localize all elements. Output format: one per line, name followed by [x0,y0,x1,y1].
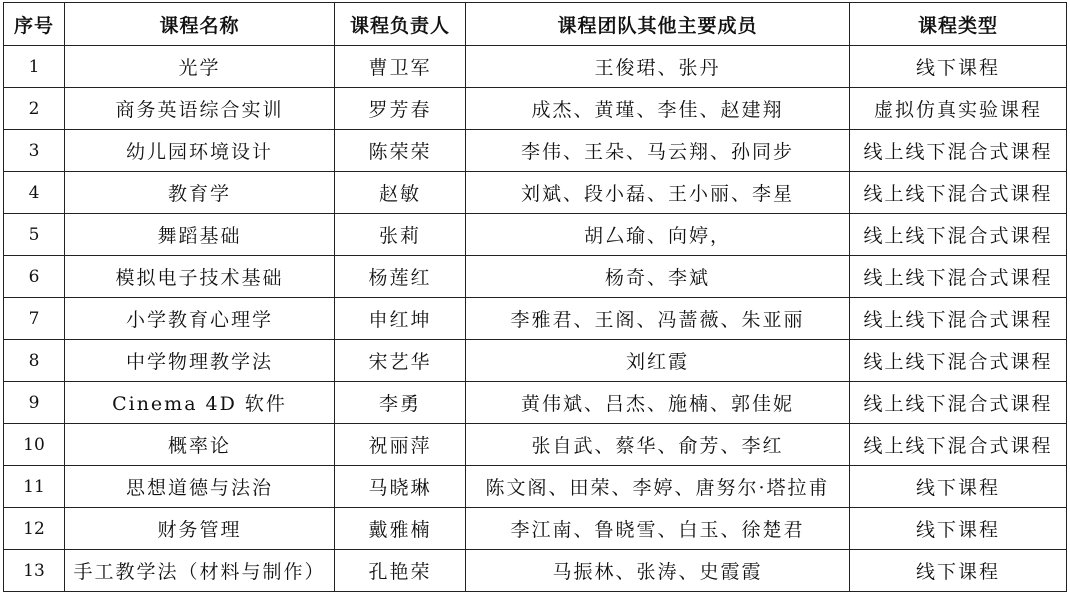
course-type: 线上线下混合式课程 [850,172,1067,214]
table-row [4,550,1067,592]
course-lead: 李勇 [335,382,466,424]
course-name: 概率论 [65,424,335,466]
table-row [4,46,1067,88]
course-type: 线下课程 [850,508,1067,550]
course-name: 中学物理教学法 [65,340,335,382]
row-no: 13 [4,550,65,592]
course-lead: 马晓琳 [335,466,466,508]
table-row [4,130,1067,172]
course-lead: 赵敏 [335,172,466,214]
header-course-type: 课程类型 [850,3,1067,46]
course-name: 教育学 [65,172,335,214]
team-members: 黄伟斌、吕杰、施楠、郭佳妮 [466,382,850,424]
team-members: 李江南、鲁晓雪、白玉、徐楚君 [466,508,850,550]
course-lead: 申红坤 [335,298,466,340]
team-members: 王俊珺、张丹 [466,46,850,88]
team-members: 张自武、蔡华、俞芳、李红 [466,424,850,466]
table-row [4,214,1067,256]
course-lead: 孔艳荣 [335,550,466,592]
course-type: 线上线下混合式课程 [850,340,1067,382]
team-members: 杨奇、李斌 [466,256,850,298]
course-name: 小学教育心理学 [65,298,335,340]
course-type: 线上线下混合式课程 [850,214,1067,256]
row-no: 5 [4,214,65,256]
course-type: 线下课程 [850,46,1067,88]
team-members: 刘斌、段小磊、王小丽、李星 [466,172,850,214]
course-lead: 祝丽萍 [335,424,466,466]
team-members: 陈文阁、田荣、李婷、唐努尔·塔拉甫 [466,466,850,508]
team-members: 胡厶瑜、向婷， [466,214,850,256]
table-row [4,172,1067,214]
course-name: 思想道德与法治 [65,466,335,508]
course-lead: 宋艺华 [335,340,466,382]
course-lead: 杨莲红 [335,256,466,298]
course-type: 线下课程 [850,550,1067,592]
course-table [3,2,1067,592]
header-no: 序号 [4,3,65,46]
course-type: 线上线下混合式课程 [850,130,1067,172]
team-members: 刘红霞 [466,340,850,382]
row-no: 9 [4,382,65,424]
row-no: 2 [4,88,65,130]
table-row [4,256,1067,298]
course-type: 线上线下混合式课程 [850,298,1067,340]
header-row [4,3,1067,46]
course-lead: 张莉 [335,214,466,256]
header-course-lead: 课程负责人 [335,3,466,46]
table-row [4,382,1067,424]
course-name: 手工教学法（材料与制作） [65,550,335,592]
course-name: 幼儿园环境设计 [65,130,335,172]
course-type: 线上线下混合式课程 [850,256,1067,298]
row-no: 3 [4,130,65,172]
table-row [4,466,1067,508]
course-name: 商务英语综合实训 [65,88,335,130]
table-header [4,3,1067,46]
course-name: 光学 [65,46,335,88]
row-no: 1 [4,46,65,88]
team-members: 马振林、张涛、史霞霞 [466,550,850,592]
row-no: 12 [4,508,65,550]
table-row [4,508,1067,550]
team-members: 成杰、黄瑾、李佳、赵建翔 [466,88,850,130]
course-type: 线上线下混合式课程 [850,382,1067,424]
team-members: 李伟、王朵、马云翔、孙同步 [466,130,850,172]
row-no: 10 [4,424,65,466]
course-name: 舞蹈基础 [65,214,335,256]
course-type: 线下课程 [850,466,1067,508]
course-lead: 曹卫军 [335,46,466,88]
row-no: 4 [4,172,65,214]
course-name: 模拟电子技术基础 [65,256,335,298]
table-row [4,424,1067,466]
course-lead: 罗芳春 [335,88,466,130]
course-lead: 陈荣荣 [335,130,466,172]
row-no: 7 [4,298,65,340]
row-no: 11 [4,466,65,508]
course-type: 线上线下混合式课程 [850,424,1067,466]
course-lead: 戴雅楠 [335,508,466,550]
table-body [4,46,1067,592]
header-team-members: 课程团队其他主要成员 [466,3,850,46]
course-name: 财务管理 [65,508,335,550]
table-row [4,298,1067,340]
table-row [4,88,1067,130]
row-no: 6 [4,256,65,298]
course-name: Cinema 4D 软件 [65,382,335,424]
row-no: 8 [4,340,65,382]
table-row [4,340,1067,382]
team-members: 李雅君、王阁、冯蔷薇、朱亚丽 [466,298,850,340]
course-type: 虚拟仿真实验课程 [850,88,1067,130]
header-course-name: 课程名称 [65,3,335,46]
